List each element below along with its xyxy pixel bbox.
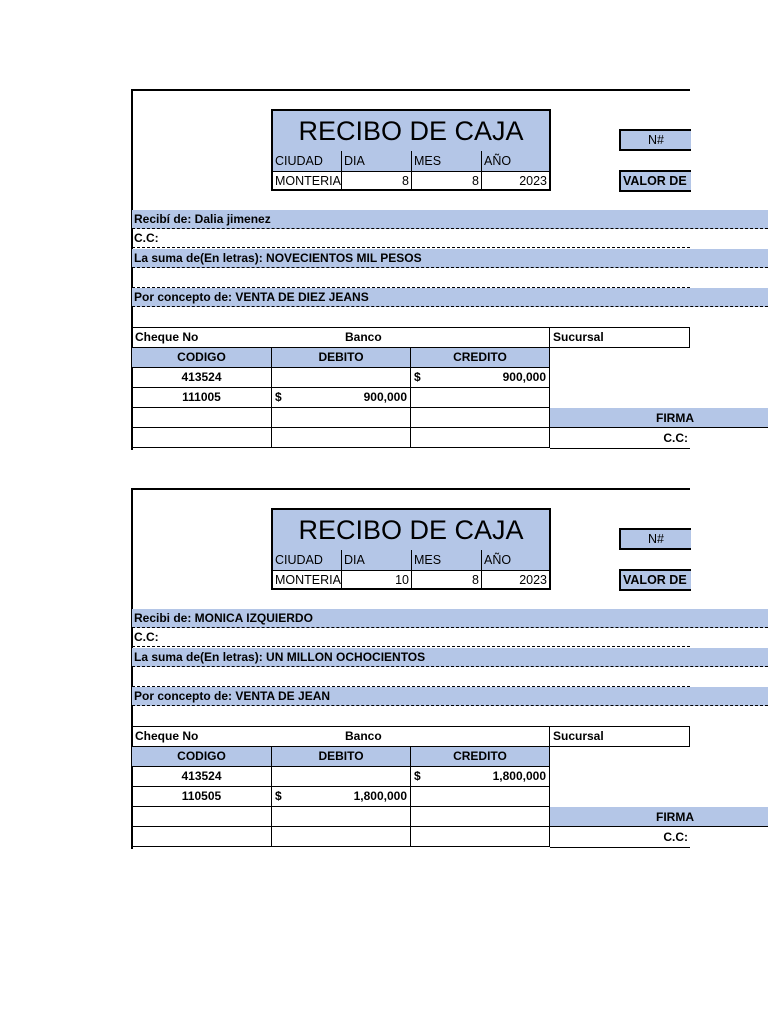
anio-value[interactable]: 2023 [519,174,547,188]
cheque-row [132,726,690,747]
date-values-row [273,570,549,590]
frame-top-border [132,89,690,91]
empty-cell[interactable] [132,428,272,448]
currency-symbol: $ [275,390,282,404]
date-labels-row [273,151,549,172]
recibi-de-field[interactable]: Recibi de: MONICA IZQUIERDO [132,609,768,628]
ciudad-value[interactable]: MONTERIA [273,171,342,191]
mes-value[interactable]: 8 [412,570,482,590]
firma-label: FIRMA [656,810,694,824]
credito-header: CREDITO [411,348,550,368]
empty-cell[interactable] [132,807,272,827]
ciudad-label: CIUDAD [273,151,342,171]
cc-field[interactable]: C.C: [132,628,690,647]
receipt-title: RECIBO DE CAJA [273,510,549,551]
codigo-cell[interactable]: 413524 [132,767,272,787]
credito-header: CREDITO [411,747,550,767]
credito-cell[interactable] [411,767,550,787]
firma-cc [550,828,690,848]
empty-cell[interactable] [411,827,550,847]
debito-header: DEBITO [272,348,411,368]
debito-cell[interactable] [272,388,411,408]
anio-value[interactable]: 2023 [519,573,547,587]
firma-band [550,408,768,428]
empty-cell[interactable] [272,428,411,448]
suma-field[interactable]: La suma de(En letras): UN MILLON OCHOCIENTOS [132,648,768,667]
empty-cell[interactable] [411,408,550,428]
empty-cell[interactable] [411,428,550,448]
banco-label: Banco [342,727,550,747]
codigo-header: CODIGO [132,747,272,767]
debito-amount: 900,000 [363,390,407,404]
codigo-header: CODIGO [132,348,272,368]
concepto-field[interactable]: Por concepto de: VENTA DE DIEZ JEANS [132,288,768,307]
sucursal-label: Sucursal [550,727,690,747]
table-row [132,787,550,807]
table-row [132,827,550,847]
empty-cell[interactable] [411,807,550,827]
currency-symbol: $ [414,370,421,384]
mes-label: MES [412,151,482,171]
firma-band [550,807,768,827]
dia-label: DIA [342,151,412,171]
codigo-cell[interactable]: 413524 [132,368,272,388]
anio-label: AÑO [484,553,512,567]
debito-cell[interactable] [272,767,411,787]
numero-label: N# [619,528,691,550]
firma-cc-label: C.C: [663,431,688,445]
table-row [132,428,550,448]
receipt-2 [0,488,768,888]
empty-cell[interactable] [272,807,411,827]
frame-top-border [132,488,690,490]
dia-label: DIA [342,550,412,570]
credito-cell[interactable] [411,787,550,807]
valor-label: VALOR DE [619,170,691,192]
empty-cell[interactable] [132,827,272,847]
title-box [271,109,551,191]
valor-label: VALOR DE [619,569,691,591]
recibi-de-field[interactable]: Recibí de: Dalia jimenez [132,210,768,229]
debito-cell[interactable] [272,368,411,388]
firma-cc-label: C.C: [663,830,688,844]
debito-cell[interactable] [272,787,411,807]
anio-label: AÑO [484,154,512,168]
table-row [132,408,550,428]
dia-value[interactable]: 10 [342,570,412,590]
banco-label: Banco [342,328,550,348]
codigo-cell[interactable]: 111005 [132,388,272,408]
firma-label: FIRMA [656,411,694,425]
mes-value[interactable]: 8 [412,171,482,191]
table-row [132,388,550,408]
ciudad-value[interactable]: MONTERIA [273,570,342,590]
numero-label: N# [619,129,691,151]
suma-field[interactable]: La suma de(En letras): NOVECIENTOS MIL PESOS [132,249,768,268]
concepto-field[interactable]: Por concepto de: VENTA DE JEAN [132,687,768,706]
firma-cc [550,429,690,449]
currency-symbol: $ [414,769,421,783]
cheque-row [132,327,690,348]
receipt-title: RECIBO DE CAJA [273,111,549,152]
credito-cell[interactable] [411,388,550,408]
cheque-label: Cheque No [132,328,342,348]
cheque-label: Cheque No [132,727,342,747]
sucursal-label: Sucursal [550,328,690,348]
table-header [132,747,550,767]
codigo-cell[interactable]: 110505 [132,787,272,807]
date-values-row [273,171,549,191]
ciudad-label: CIUDAD [273,550,342,570]
debito-header: DEBITO [272,747,411,767]
credito-amount: 1,800,000 [492,769,546,783]
table-row [132,368,550,388]
currency-symbol: $ [275,789,282,803]
title-box [271,508,551,590]
cc-field[interactable]: C.C: [132,229,690,248]
table-row [132,767,550,787]
dia-value[interactable]: 8 [342,171,412,191]
debito-amount: 1,800,000 [353,789,407,803]
credito-amount: 900,000 [502,370,546,384]
date-labels-row [273,550,549,571]
empty-cell[interactable] [272,827,411,847]
empty-cell[interactable] [272,408,411,428]
credito-cell[interactable] [411,368,550,388]
empty-cell[interactable] [132,408,272,428]
mes-label: MES [412,550,482,570]
table-header [132,348,550,368]
table-row [132,807,550,827]
receipt-1 [0,89,768,489]
